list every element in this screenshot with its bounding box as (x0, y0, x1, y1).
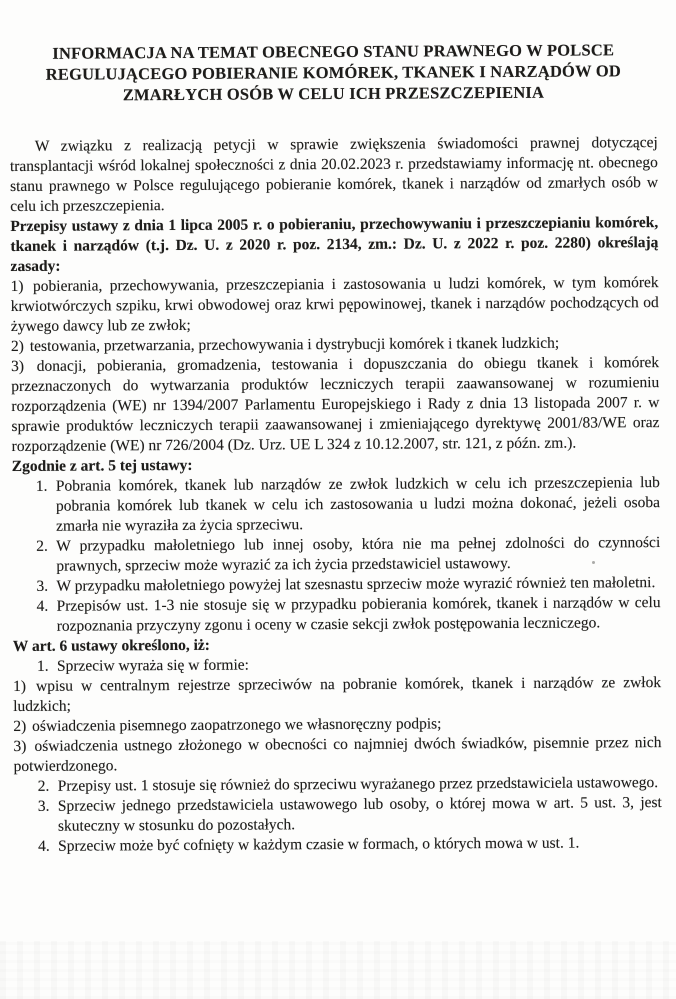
form-point-number: 3) (13, 737, 27, 755)
list-item-text: Przepisy ust. 1 stosuje się również do sprzeciwu wyrażanego przez przedstawiciela ustawowego. (57, 774, 659, 795)
art6-form-1 (13, 673, 661, 717)
list-item-number: 4. (38, 837, 50, 855)
list-item-text: Przepisów ust. 1-3 nie stosuje się w przypadku pobierania komórek, tkanek i narządów w celu rozpoznania przyczyny zgonu i oceny w czasie sekcji zwłok postępowania leczniczego. (56, 594, 661, 635)
list-item-text: Pobrania komórek, tkanek lub narządów ze zwłok ludzkich w celu ich przeszczepienia lub pobrania komórek lub tkanek w celu ich zastosowania u ludzi można dokonać, jeżeli osoba zmarła nie wyraziła za życia sprzeciwu. (55, 474, 661, 535)
art6-form-3 (13, 733, 661, 777)
form-point-text: oświadczenia ustnego złożonego w obecności co najmniej dwóch świadków, pisemnie przez nich potwierdzonego. (13, 734, 662, 775)
scan-speckle (519, 839, 521, 841)
scan-speckle (592, 561, 595, 564)
list-item-number: 3. (36, 577, 49, 595)
list-item-number: 3. (37, 797, 50, 815)
art5-item-4 (13, 593, 661, 637)
art5-item-2 (12, 533, 660, 577)
law-lead-paragraph: Przepisy ustawy z dnia 1 lipca 2005 r. o pobieraniu, przechowywaniu i przeszczepianiu komórek, tkanek i narządów (t.j. Dz. U. z 2020 r. poz. 2134, zm.: Dz. U. z 2022 r. poz. 2280) określają zasady: (10, 214, 659, 275)
art5-item-1 (12, 473, 660, 537)
law-point-text: pobierania, przechowywania, przeszczepiania i zastosowania u ludzi komórek, w tym komórek krwiotwórczych szpiku, krwi obwodowej oraz krwi pępowinowej, tkanek i narządów pochodzących od żywego dawcy lub ze zwłok; (10, 274, 659, 335)
scan-speckle (501, 619, 503, 621)
form-point-text: oświadczenia pisemnego zaopatrzonego we własnoręczny podpis; (32, 715, 442, 735)
law-point-1 (11, 273, 659, 337)
document-title (9, 39, 657, 106)
list-item-text: W przypadku małoletniego powyżej lat szesnastu sprzeciw może wyrazić również ten małoletni. (56, 574, 656, 595)
form-point-number: 1) (13, 677, 27, 695)
art6-item-3 (14, 793, 662, 837)
intro-paragraph: W związku z realizacją petycji w sprawie zwiększenia świadomości prawnej dotyczącej transplantacji wśród lokalnej społeczności z dnia 20.02.2023 r. przedstawiamy informację nt. obecnego stanu prawnego w Polsce regulującego pobieranie komórek, tkanek i narządów od zmarłych osób w celu ich przeszczepienia. (9, 134, 659, 215)
title-line: ZMARŁYCH OSÓB W CELU ICH PRZESZCZEPIENIA (122, 82, 545, 105)
list-item-text: Sprzeciw może być cofnięty w każdym czasie w formach, o których mowa w ust. 1. (58, 834, 580, 855)
title-line: INFORMACJA NA TEMAT OBECNEGO STANU PRAWNEGO W POLSCE (52, 40, 615, 63)
law-point-number: 2) (10, 337, 24, 355)
art6-heading: W art. 6 ustawy określono, iż: (12, 636, 210, 655)
list-item-number: 4. (36, 597, 49, 615)
list-item-text: Sprzeciw wyraża się w formie: (56, 656, 249, 675)
title-line: REGULUJĄCEGO POBIERANIE KOMÓREK, TKANEK I NARZĄDÓW OD (45, 61, 622, 84)
law-point-text: donacji, pobierania, gromadzenia, testowania i dopuszczania do obiegu tkanek i komórek przeznaczonych do wytwarzania produktów leczniczych terapii zaawansowanej w rozumieniu rozporządzenia (WE) nr 1394/2007 Parlamentu Europejskiego i Rady z dnia 13 listopada 2007 r. w sprawie produktów leczniczych terapii zaawansowanej i zmieniającego dyrektywę 2001/83/WE oraz rozporządzenie (WE) nr 726/2004 (Dz. Urz. UE L 324 z 10.12.2007, str. 121, z późn. zm.). (11, 354, 660, 455)
list-item-text: Sprzeciw jednego przedstawiciela ustawowego lub osoby, o której mowa w art. 5 ust. 3, jest skuteczny w stosunku do pozostałych. (57, 794, 662, 835)
form-point-text: wpisu w centralnym rejestrze sprzeciwów na pobranie komórek, tkanek i narządów ze zwłok ludzkich; (13, 674, 662, 715)
scan-noise-strip (0, 941, 676, 999)
list-item-text: W przypadku małoletniego lub innej osoby, która nie ma pełnej zdolności do czynności prawnych, sprzeciw może wyrazić za ich życia przedstawiciel ustawowy. (56, 534, 661, 575)
law-point-number: 1) (10, 277, 24, 295)
art5-heading: Zgodnie z art. 5 tej ustawy: (11, 456, 193, 475)
art6-item-4 (14, 833, 662, 857)
form-point-number: 2) (13, 717, 27, 735)
list-item-number: 2. (37, 777, 50, 795)
law-point-number: 3) (11, 357, 25, 375)
list-item-number: 1. (35, 477, 48, 495)
list-item-number: 2. (36, 537, 48, 555)
law-point-3 (11, 353, 660, 457)
list-item-number: 1. (36, 657, 49, 675)
law-point-text: testowania, przetwarzania, przechowywania i dystrybucji komórek i tkanek ludzkich; (29, 334, 560, 355)
